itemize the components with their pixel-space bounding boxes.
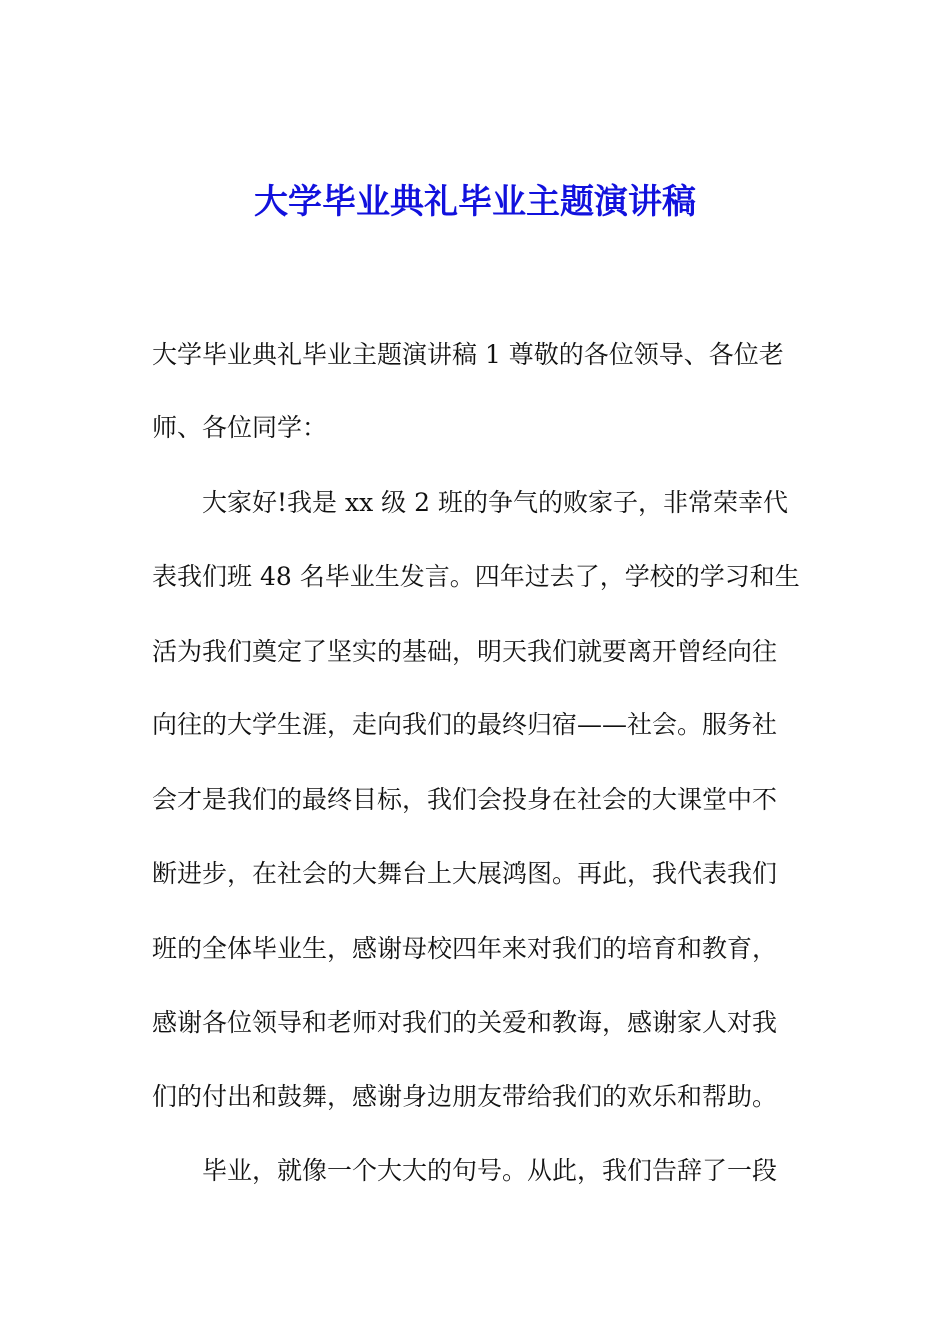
body-line: 断进步，在社会的大舞台上大展鸿图。再此，我代表我们 [152,859,778,888]
body-line: 向往的大学生涯，走向我们的最终归宿——社会。服务社 [152,710,778,739]
document-title: 大学毕业典礼毕业主题演讲稿 [254,182,696,222]
body-line: 表我们班 48 名毕业生发言。四年过去了，学校的学习和生 [152,562,800,591]
body-line: 大学毕业典礼毕业主题演讲稿 1 尊敬的各位领导、各位老 [152,340,784,369]
body-line: 感谢各位领导和老师对我们的关爱和教诲，感谢家人对我 [152,1008,778,1037]
body-line: 班的全体毕业生，感谢母校四年来对我们的培育和教育， [152,934,778,963]
body-line: 活为我们奠定了坚实的基础，明天我们就要离开曾经向往 [152,637,778,666]
paragraph-first-line: 毕业，就像一个大大的句号。从此，我们告辞了一段 [202,1156,778,1185]
body-line: 会才是我们的最终目标，我们会投身在社会的大课堂中不 [152,785,778,814]
paragraph-first-line: 大家好!我是 xx 级 2 班的争气的败家子，非常荣幸代 [202,488,788,517]
body-line: 师、各位同学： [152,413,328,442]
body-line: 们的付出和鼓舞，感谢身边朋友带给我们的欢乐和帮助。 [152,1082,778,1111]
